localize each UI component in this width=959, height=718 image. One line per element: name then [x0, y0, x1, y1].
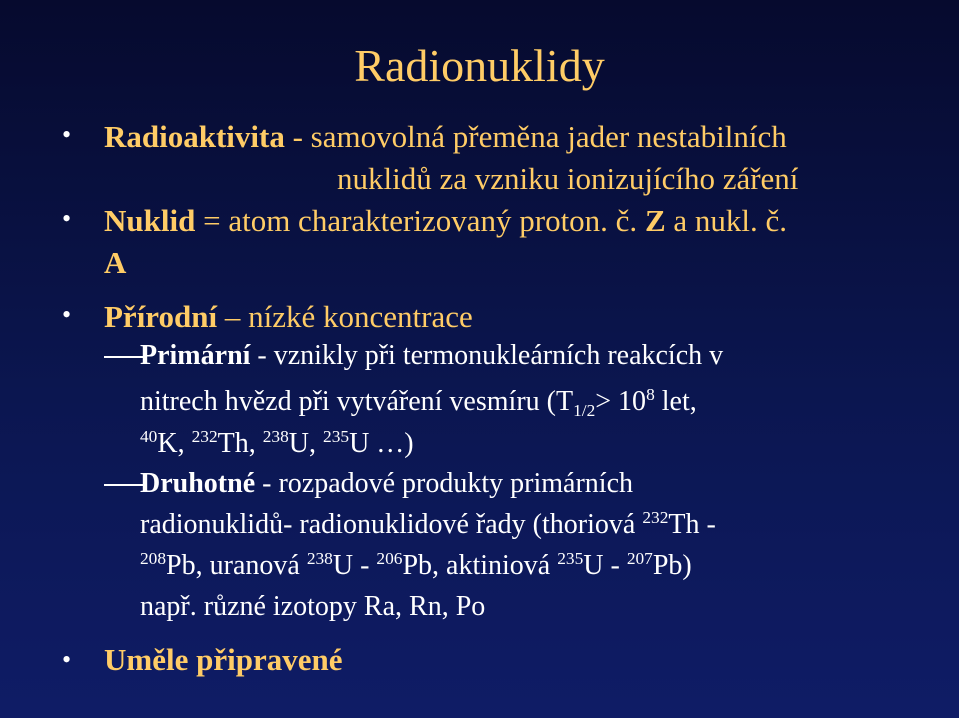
- mass-number: 208: [140, 549, 167, 569]
- term-druhotne: Druhotné: [140, 468, 256, 499]
- mass-number: 207: [626, 549, 653, 569]
- element-text: Th,: [217, 428, 263, 459]
- primarni-text-1: - vznikly při termonukleárních reakcích v: [250, 340, 724, 371]
- mass-number: 238: [262, 427, 289, 447]
- nuklid-text-2: a nukl. č.: [665, 203, 788, 238]
- primarni-text-2b: > 10: [595, 386, 647, 417]
- term-prirodni: Přírodní: [104, 299, 218, 334]
- primarni-text-2a: nitrech hvězd při vytváření vesmíru (T: [140, 386, 574, 417]
- term-umele: Uměle připravené: [104, 642, 343, 677]
- term-nuklid: Nuklid: [104, 203, 196, 238]
- radioaktivita-text-1: - samovolná přeměna jader nestabilních: [284, 119, 787, 154]
- term-primarni: Primární: [140, 340, 251, 371]
- mass-number: 206: [376, 549, 403, 569]
- exponent: 8: [646, 385, 655, 405]
- nuklid-text-1: = atom charakterizovaný proton. č.: [195, 203, 645, 238]
- mass-number: 235: [557, 549, 584, 569]
- mass-number: 235: [323, 427, 350, 447]
- druhotne-text-1: - rozpadové produkty primárních: [255, 468, 634, 499]
- element-text: Pb, uranová: [166, 550, 307, 581]
- mass-number: 40: [140, 427, 158, 447]
- mass-number: 232: [191, 427, 218, 447]
- bullet-dot: •: [62, 204, 72, 233]
- half-life-subscript: 1/2: [573, 401, 596, 421]
- element-text: U …): [349, 428, 414, 459]
- prirodni-text: – nízké koncentrace: [217, 299, 473, 334]
- druhotne-line-2: [140, 505, 716, 548]
- druhotne-line-3: [140, 546, 692, 589]
- mass-number: 232: [642, 508, 669, 528]
- bullet-dot: •: [62, 300, 72, 329]
- bullet-radioaktivita: [104, 117, 787, 157]
- druhotne-text-2a: radionuklidů- radionuklidové řady (thoriová: [140, 509, 643, 540]
- mass-number: 238: [306, 549, 333, 569]
- element-text: Pb): [652, 550, 692, 581]
- bullet-prirodni: [104, 297, 473, 337]
- bullet-nuklid: [104, 201, 787, 241]
- druhotne-line-1: [140, 464, 633, 504]
- bullet-dot: •: [62, 645, 72, 674]
- nuklid-z: Z: [644, 203, 666, 238]
- element-text: U,: [288, 428, 324, 459]
- primarni-line-2: [140, 382, 697, 425]
- druhotne-text-2b: Th -: [668, 509, 716, 540]
- element-text: Pb, aktiniová: [402, 550, 558, 581]
- primarni-line-3: [140, 424, 414, 467]
- nuklid-a: A: [104, 245, 127, 280]
- element-text: U -: [332, 550, 377, 581]
- primarni-line-1: [140, 336, 723, 376]
- druhotne-line-4: např. různé izotopy Ra, Rn, Po: [140, 591, 486, 622]
- element-text: U -: [583, 550, 627, 581]
- primarni-text-2c: let,: [654, 386, 697, 417]
- element-text: K,: [157, 428, 192, 459]
- term-radioaktivita: Radioaktivita: [104, 119, 285, 154]
- radioaktivita-text-2: nuklidů za vzniku ionizujícího záření: [337, 161, 799, 196]
- slide-title: Radionuklidy: [354, 40, 605, 91]
- bullet-dot: •: [62, 120, 72, 149]
